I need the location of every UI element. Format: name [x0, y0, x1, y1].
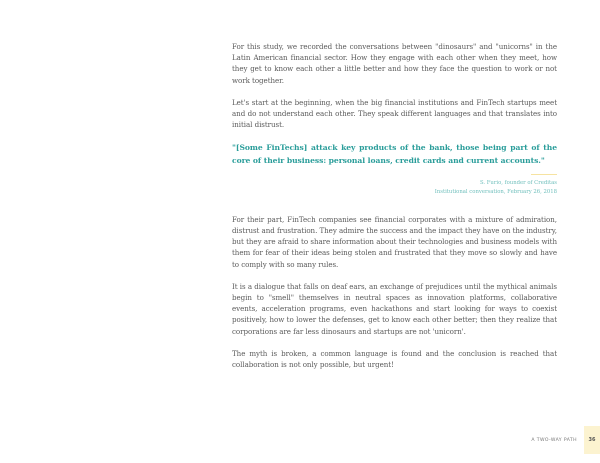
quote-divider: [531, 174, 557, 175]
section-label: A TWO-WAY PATH: [531, 437, 577, 443]
page-footer: [531, 426, 600, 454]
dialogue-paragraph: It is a dialogue that falls on deaf ears, an exchange of prejudices until the mythical animals begin to "smell" themselves in neutral spaces as innovation platforms, collaborative events, acceleration programs, even hackathons and start looking for ways to coexist positively, how to lower the defenses, get to know each other better; then they realize that corporations are far less dinosaurs and startups are not 'unicorn'.: [232, 281, 557, 336]
page-number: 36: [588, 437, 596, 443]
fintech-perspective-paragraph: For their part, FinTech companies see financial corporates with a mixture of admiration, distrust and frustration. They admire the success and the impact they have on the industry, but they are afraid to share information about their technologies and business models with them for fear of their ideas being stolen and frustrated that they move so slowly and have to comply with so many rules.: [232, 214, 557, 269]
intro-paragraph: For this study, we recorded the conversations between "dinosaurs" and "unicorns" in the Latin American financial sector. How they engage with each other when they meet, how they get to know each other a little better and how they face the question to work or not work together.: [232, 42, 557, 85]
quote-attribution: [232, 179, 557, 195]
conclusion-paragraph: The myth is broken, a common language is found and the conclusion is reached that collaboration is not only possible, but urgent!: [232, 348, 557, 370]
quote-author: S. Furio, founder of Creditas: [479, 180, 557, 187]
beginning-paragraph: Let's start at the beginning, when the big financial institutions and FinTech startups meet and do not understand each other. They speak different languages and that translates into initial distrust.: [232, 97, 557, 130]
page-number-box: [584, 426, 600, 454]
page-content: [232, 41, 557, 381]
pull-quote: "[Some FinTechs] attack key products of the bank, those being part of the core of their business: personal loans, credit cards and current accounts.": [232, 143, 557, 166]
quote-source: Institutional conversation, February 26, 2018: [434, 188, 557, 195]
